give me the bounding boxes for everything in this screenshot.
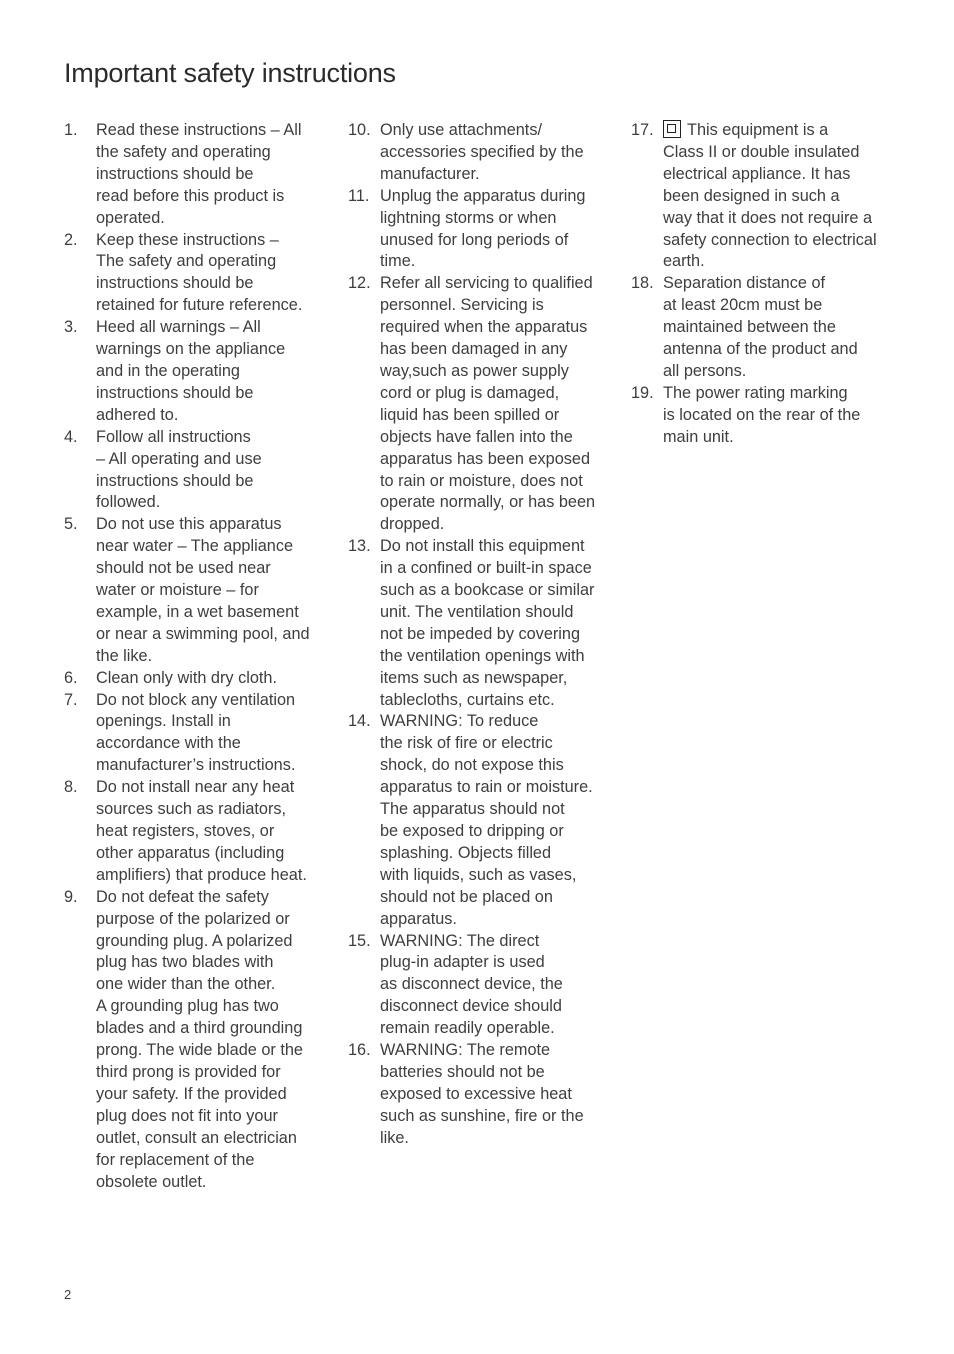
item-number: 3. <box>64 318 78 337</box>
item-text <box>380 120 614 186</box>
item-text-content: Keep these instructions – The safety and operating instructions should be retained for future reference. <box>96 230 303 315</box>
list-item <box>348 120 614 186</box>
list-item <box>348 711 614 930</box>
item-text <box>96 230 330 318</box>
item-text <box>380 186 614 274</box>
item-number: 17. <box>631 121 654 139</box>
list-item <box>64 690 330 778</box>
page-title: Important safety instructions <box>64 58 396 88</box>
item-text <box>663 273 897 383</box>
item-number: 1. <box>64 121 78 139</box>
item-text-content: Refer all servicing to qualified personnel. Servicing is required when the apparatus has been damaged in any way,such as power supply cord or plug is damaged, liquid has been spilled or objects have fallen into the apparatus has been exposed to rain or moisture, does not operate normally, or has been dropped. <box>380 274 596 534</box>
item-number: 11. <box>348 186 370 205</box>
item-text-content: WARNING: The direct plug-in adapter is used as disconnect device, the disconnect device should remain readily operable. <box>380 931 563 1038</box>
item-number: 5. <box>64 515 78 534</box>
item-text-content: Do not block any ventilation openings. Install in accordance with the manufacturer’s instructions. <box>96 690 296 775</box>
item-number: 2. <box>64 230 78 249</box>
item-number: 19. <box>631 383 654 402</box>
column-3 <box>631 120 897 449</box>
list-item <box>348 186 614 274</box>
list-item <box>64 230 330 318</box>
item-text <box>380 931 614 1041</box>
list-item <box>348 536 614 711</box>
item-text <box>96 887 330 1194</box>
item-text <box>96 668 330 690</box>
item-text <box>380 273 614 536</box>
item-text-content: WARNING: To reduce the risk of fire or electric shock, do not expose this apparatus to rain or moisture. The apparatus should not be exposed to dripping or splashing. Objects filled with liquids, such as vases, should not be placed on apparatus. <box>380 712 593 928</box>
list-item <box>64 514 330 667</box>
list-item <box>348 1040 614 1150</box>
item-number: 7. <box>64 690 78 709</box>
column-2 <box>348 120 614 1150</box>
item-number: 4. <box>64 427 78 446</box>
item-text <box>663 383 897 449</box>
column-1 <box>64 120 330 1193</box>
page-number: 2 <box>64 1287 72 1302</box>
list-item <box>631 383 897 449</box>
item-number: 12. <box>348 274 371 293</box>
item-text <box>96 120 330 230</box>
item-text <box>380 1040 614 1150</box>
item-number: 15. <box>348 931 371 950</box>
item-text-content: Do not install this equipment in a confined or built-in space such as a bookcase or similar unit. The ventilation should not be impeded by covering the ventilation openings with items such as newspaper, tablecloths, curtains etc. <box>380 537 595 709</box>
list-item <box>631 273 897 383</box>
item-number: 18. <box>631 274 654 293</box>
item-number: 8. <box>64 778 78 797</box>
item-number: 10. <box>348 121 371 139</box>
item-text-content: Unplug the apparatus during lightning storms or when unused for long periods of time. <box>380 186 586 271</box>
item-text-content: Do not use this apparatus near water – The appliance should not be used near water or moisture – for example, in a wet basement or near a swimming pool, and the like. <box>96 515 310 665</box>
list-item <box>64 120 330 230</box>
list-item <box>64 427 330 515</box>
item-text <box>96 427 330 515</box>
item-text-content: Read these instructions – All the safety and operating instructions should be read before this product is operated. <box>96 121 302 227</box>
list-item <box>64 668 330 690</box>
item-text-content: WARNING: The remote batteries should not be exposed to excessive heat such as sunshine, fire or the like. <box>380 1041 584 1147</box>
item-text <box>380 711 614 930</box>
item-text-content: Do not install near any heat sources such as radiators, heat registers, stoves, or other apparatus (including amplifiers) that produce heat. <box>96 778 307 884</box>
item-text <box>663 120 897 273</box>
item-number: 13. <box>348 537 371 556</box>
item-text <box>96 777 330 887</box>
item-number: 16. <box>348 1041 371 1060</box>
item-number: 9. <box>64 887 78 906</box>
item-text-content: Follow all instructions – All operating and use instructions should be followed. <box>96 427 262 512</box>
item-text-content: Heed all warnings – All warnings on the appliance and in the operating instructions should be adhered to. <box>96 318 286 424</box>
item-text-content: Separation distance of at least 20cm must be maintained between the antenna of the product and all persons. <box>663 274 858 380</box>
item-text-content: Clean only with dry cloth. <box>96 668 277 687</box>
item-text-content: This equipment is a Class II or double insulated electrical appliance. It has been designed in such a way that it does not require a safety connection to electrical earth. <box>663 121 877 271</box>
item-text <box>96 690 330 778</box>
class-ii-double-insulation-icon <box>663 120 681 138</box>
item-number: 14. <box>348 712 371 731</box>
item-text-content: The power rating marking is located on the rear of the main unit. <box>663 383 861 446</box>
item-text-content: Do not defeat the safety purpose of the polarized or grounding plug. A polarized plug has two blades with one wider than the other. A grounding plug has two blades and a third grounding prong. The wide blade or the third prong is provided for your safety. If the provided plug does not fit into your outlet, consult an electrician for replacement of the obsolete outlet. <box>96 887 303 1191</box>
item-number: 6. <box>64 668 78 687</box>
item-text <box>96 317 330 427</box>
list-item <box>64 887 330 1194</box>
item-text <box>380 536 614 711</box>
item-text <box>96 514 330 667</box>
list-item <box>348 931 614 1041</box>
item-text-content: Only use attachments/ accessories specified by the manufacturer. <box>380 121 584 183</box>
list-item <box>348 273 614 536</box>
list-item <box>64 317 330 427</box>
list-item <box>631 120 897 273</box>
list-item <box>64 777 330 887</box>
